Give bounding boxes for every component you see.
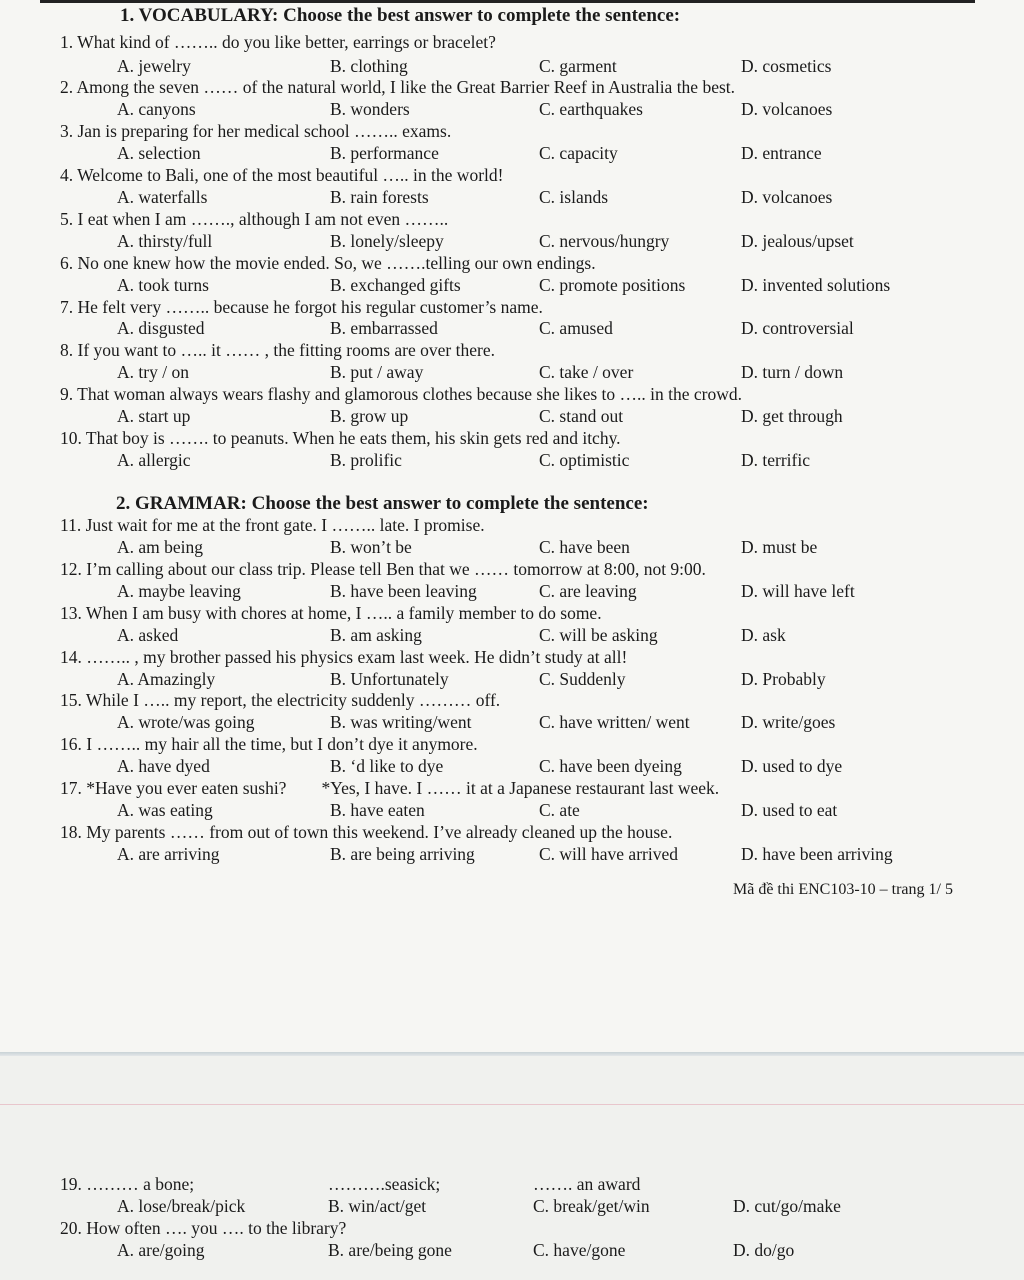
q18-option-c[interactable]: C. will have arrived (539, 844, 678, 864)
q11-option-c[interactable]: C. have been (539, 537, 630, 557)
exam-code-footer: Mã đề thi ENC103-10 – trang 1/ 5 (733, 881, 953, 898)
question-12: 12. I’m calling about our class trip. Please tell Ben that we …… tomorrow at 8:00, not 9:00. (60, 559, 706, 579)
q19-option-a[interactable]: A. lose/break/pick (117, 1196, 246, 1216)
top-rule (40, 0, 975, 3)
q17-option-c[interactable]: C. ate (539, 800, 580, 820)
q16-option-a[interactable]: A. have dyed (117, 756, 210, 776)
q1-option-d[interactable]: D. cosmetics (741, 56, 832, 76)
q4-option-c[interactable]: C. islands (539, 187, 609, 207)
question-6: 6. No one knew how the movie ended. So, we …….telling our own endings. (60, 253, 596, 273)
q19-option-c[interactable]: C. break/get/win (533, 1196, 650, 1216)
q8-option-d[interactable]: D. turn / down (741, 362, 844, 382)
question-5: 5. I eat when I am ……., although I am not even …….. (60, 209, 449, 229)
q15-option-c[interactable]: C. have written/ went (539, 712, 690, 732)
q8-option-a[interactable]: A. try / on (117, 362, 189, 382)
q20-option-d[interactable]: D. do/go (733, 1240, 795, 1260)
q6-option-a[interactable]: A. took turns (117, 275, 209, 295)
q3-option-a[interactable]: A. selection (117, 143, 201, 163)
q18-option-b[interactable]: B. are being arriving (330, 844, 475, 864)
question-10: 10. That boy is ……. to peanuts. When he eats them, his skin gets red and itchy. (60, 428, 621, 448)
q7-option-b[interactable]: B. embarrassed (330, 318, 438, 338)
q4-option-a[interactable]: A. waterfalls (117, 187, 208, 207)
question-15: 15. While I ….. my report, the electricity suddenly ……… off. (60, 690, 501, 710)
q12-option-d[interactable]: D. will have left (741, 581, 855, 601)
q9-option-a[interactable]: A. start up (117, 406, 191, 426)
q17-option-b[interactable]: B. have eaten (330, 800, 425, 820)
q14-option-d[interactable]: D. Probably (741, 669, 826, 689)
question-2: 2. Among the seven …… of the natural world, I like the Great Barrier Reef in Australia the best. (60, 77, 736, 97)
q2-option-b[interactable]: B. wonders (330, 99, 410, 119)
q5-option-d[interactable]: D. jealous/upset (741, 231, 854, 251)
q5-option-c[interactable]: C. nervous/hungry (539, 231, 670, 251)
q18-option-a[interactable]: A. are arriving (117, 844, 220, 864)
q5-option-b[interactable]: B. lonely/sleepy (330, 231, 444, 251)
q18-option-d[interactable]: D. have been arriving (741, 844, 893, 864)
q13-option-b[interactable]: B. am asking (330, 625, 422, 645)
q8-option-c[interactable]: C. take / over (539, 362, 634, 382)
q6-option-b[interactable]: B. exchanged gifts (330, 275, 461, 295)
q6-option-d[interactable]: D. invented solutions (741, 275, 891, 295)
q14-option-b[interactable]: B. Unfortunately (330, 669, 449, 689)
q7-option-a[interactable]: A. disgusted (117, 318, 205, 338)
q12-option-c[interactable]: C. are leaving (539, 581, 637, 601)
q7-option-d[interactable]: D. controversial (741, 318, 854, 338)
q20-option-b[interactable]: B. are/being gone (328, 1240, 452, 1260)
question-18: 18. My parents …… from out of town this weekend. I’ve already cleaned up the house. (60, 822, 673, 842)
question-19-part-1: 19. ……… a bone; (60, 1174, 195, 1194)
q12-option-a[interactable]: A. maybe leaving (117, 581, 241, 601)
q15-option-b[interactable]: B. was writing/went (330, 712, 472, 732)
q8-option-b[interactable]: B. put / away (330, 362, 424, 382)
q11-option-a[interactable]: A. am being (117, 537, 204, 557)
q20-option-a[interactable]: A. are/going (117, 1240, 205, 1260)
q17-option-a[interactable]: A. was eating (117, 800, 213, 820)
q15-option-a[interactable]: A. wrote/was going (117, 712, 255, 732)
vocabulary-section-title: 1. VOCABULARY: Choose the best answer to complete the sentence: (120, 5, 681, 26)
question-9: 9. That woman always wears flashy and glamorous clothes because she likes to ….. in the crowd. (60, 384, 743, 404)
q16-option-d[interactable]: D. used to dye (741, 756, 843, 776)
q16-option-b[interactable]: B. ‘d like to dye (330, 756, 444, 776)
q13-option-a[interactable]: A. asked (117, 625, 179, 645)
q2-option-a[interactable]: A. canyons (117, 99, 196, 119)
question-17: 17. *Have you ever eaten sushi? *Yes, I have. I …… it at a Japanese restaurant last week. (60, 778, 720, 798)
question-19-part-3: ……. an award (533, 1174, 641, 1194)
q19-option-b[interactable]: B. win/act/get (328, 1196, 427, 1216)
q1-option-c[interactable]: C. garment (539, 56, 617, 76)
q3-option-d[interactable]: D. entrance (741, 143, 822, 163)
q1-option-b[interactable]: B. clothing (330, 56, 408, 76)
q6-option-c[interactable]: C. promote positions (539, 275, 686, 295)
q1-option-a[interactable]: A. jewelry (117, 56, 191, 76)
q3-option-c[interactable]: C. capacity (539, 143, 618, 163)
page-rule (0, 1104, 1024, 1105)
q9-option-d[interactable]: D. get through (741, 406, 843, 426)
q2-option-d[interactable]: D. volcanoes (741, 99, 833, 119)
q11-option-d[interactable]: D. must be (741, 537, 818, 557)
question-13: 13. When I am busy with chores at home, I ….. a family member to do some. (60, 603, 602, 623)
q10-option-a[interactable]: A. allergic (117, 450, 191, 470)
question-11: 11. Just wait for me at the front gate. I …….. late. I promise. (60, 515, 485, 535)
q11-option-b[interactable]: B. won’t be (330, 537, 412, 557)
question-4: 4. Welcome to Bali, one of the most beautiful ….. in the world! (60, 165, 504, 185)
question-1: 1. What kind of …….. do you like better, earrings or bracelet? (60, 32, 496, 52)
q10-option-d[interactable]: D. terrific (741, 450, 810, 470)
q14-option-c[interactable]: C. Suddenly (539, 669, 626, 689)
q15-option-d[interactable]: D. write/goes (741, 712, 836, 732)
q20-option-c[interactable]: C. have/gone (533, 1240, 626, 1260)
grammar-section-title: 2. GRAMMAR: Choose the best answer to complete the sentence: (116, 493, 649, 514)
q5-option-a[interactable]: A. thirsty/full (117, 231, 213, 251)
question-16: 16. I …….. my hair all the time, but I don’t dye it anymore. (60, 734, 478, 754)
q2-option-c[interactable]: C. earthquakes (539, 99, 643, 119)
question-7: 7. He felt very …….. because he forgot his regular customer’s name. (60, 297, 543, 317)
q16-option-c[interactable]: C. have been dyeing (539, 756, 682, 776)
q7-option-c[interactable]: C. amused (539, 318, 613, 338)
q13-option-c[interactable]: C. will be asking (539, 625, 658, 645)
question-19-part-2: ……….seasick; (328, 1174, 441, 1194)
q19-option-d[interactable]: D. cut/go/make (733, 1196, 841, 1216)
q17-option-d[interactable]: D. used to eat (741, 800, 838, 820)
q10-option-b[interactable]: B. prolific (330, 450, 402, 470)
q9-option-c[interactable]: C. stand out (539, 406, 624, 426)
question-20: 20. How often …. you …. to the library? (60, 1218, 347, 1238)
question-14: 14. …….. , my brother passed his physics exam last week. He didn’t study at all! (60, 647, 628, 667)
question-3: 3. Jan is preparing for her medical school …….. exams. (60, 121, 452, 141)
q13-option-d[interactable]: D. ask (741, 625, 786, 645)
question-8: 8. If you want to ….. it …… , the fitting rooms are over there. (60, 340, 495, 360)
q3-option-b[interactable]: B. performance (330, 143, 439, 163)
q4-option-d[interactable]: D. volcanoes (741, 187, 833, 207)
q4-option-b[interactable]: B. rain forests (330, 187, 429, 207)
q12-option-b[interactable]: B. have been leaving (330, 581, 477, 601)
q10-option-c[interactable]: C. optimistic (539, 450, 630, 470)
q14-option-a[interactable]: A. Amazingly (117, 669, 216, 689)
q9-option-b[interactable]: B. grow up (330, 406, 409, 426)
